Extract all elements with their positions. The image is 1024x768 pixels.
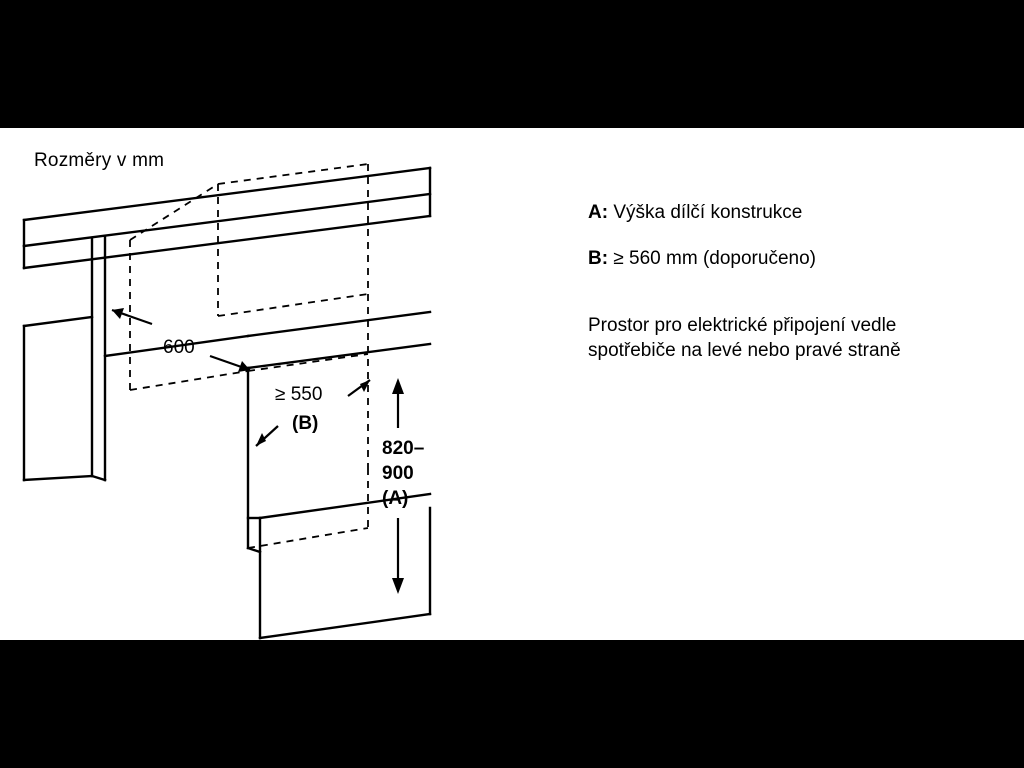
legend-item-b-text: ≥ 560 mm (doporučeno) xyxy=(608,248,816,269)
dim-height-arrowhead-bottom xyxy=(392,578,404,594)
niche-dashed-inner-shelf xyxy=(218,294,368,316)
dimension-width-600: 600 xyxy=(163,337,195,358)
wall-top-front-edge xyxy=(24,194,430,246)
dimension-height-marker-a: (A) xyxy=(382,488,409,509)
door-front-bottom-edge xyxy=(260,614,430,638)
wall-top-back-edge xyxy=(24,168,430,220)
niche-dashed-depth-line xyxy=(248,354,368,371)
worktop-front-edge xyxy=(24,216,430,268)
legend-note-line-2: spotřebiče na levé nebo pravé straně xyxy=(588,340,901,362)
dim-550-arrowhead-lower xyxy=(256,433,266,446)
diagram-sheet xyxy=(0,128,1024,640)
dim-height-arrowhead-top xyxy=(392,378,404,394)
legend-item-a-key: A: xyxy=(588,202,609,223)
legend-note-electrical xyxy=(588,313,988,363)
legend-note-line-1: Prostor pro elektrické připojení vedle xyxy=(588,315,897,336)
divider-panel-top-edge xyxy=(248,344,430,368)
legend-item-b xyxy=(588,246,816,271)
installation-drawing xyxy=(0,128,1024,640)
legend-item-a-text: Výška dílčí konstrukce xyxy=(608,202,803,223)
units-label: Rozměry v mm xyxy=(34,150,165,171)
plinth-top-left xyxy=(24,317,92,326)
counter-under-edge-right xyxy=(248,312,430,336)
dimension-height-upper: 820– xyxy=(382,438,425,459)
niche-dashed-top-back xyxy=(218,164,368,184)
plinth-bottom-left xyxy=(24,476,92,480)
dimension-depth-marker-b: (B) xyxy=(292,413,319,434)
legend-item-b-key: B: xyxy=(588,248,609,269)
dimension-height-lower: 900 xyxy=(382,463,414,484)
dimension-depth-550: ≥ 550 xyxy=(275,384,323,405)
niche-dashed-bottom-front xyxy=(248,528,368,548)
niche-dashed-bottom-left xyxy=(130,371,248,390)
left-panel-bottom xyxy=(92,476,105,480)
legend-item-a xyxy=(588,200,802,225)
niche-dashed-top-left-diag xyxy=(130,184,218,240)
